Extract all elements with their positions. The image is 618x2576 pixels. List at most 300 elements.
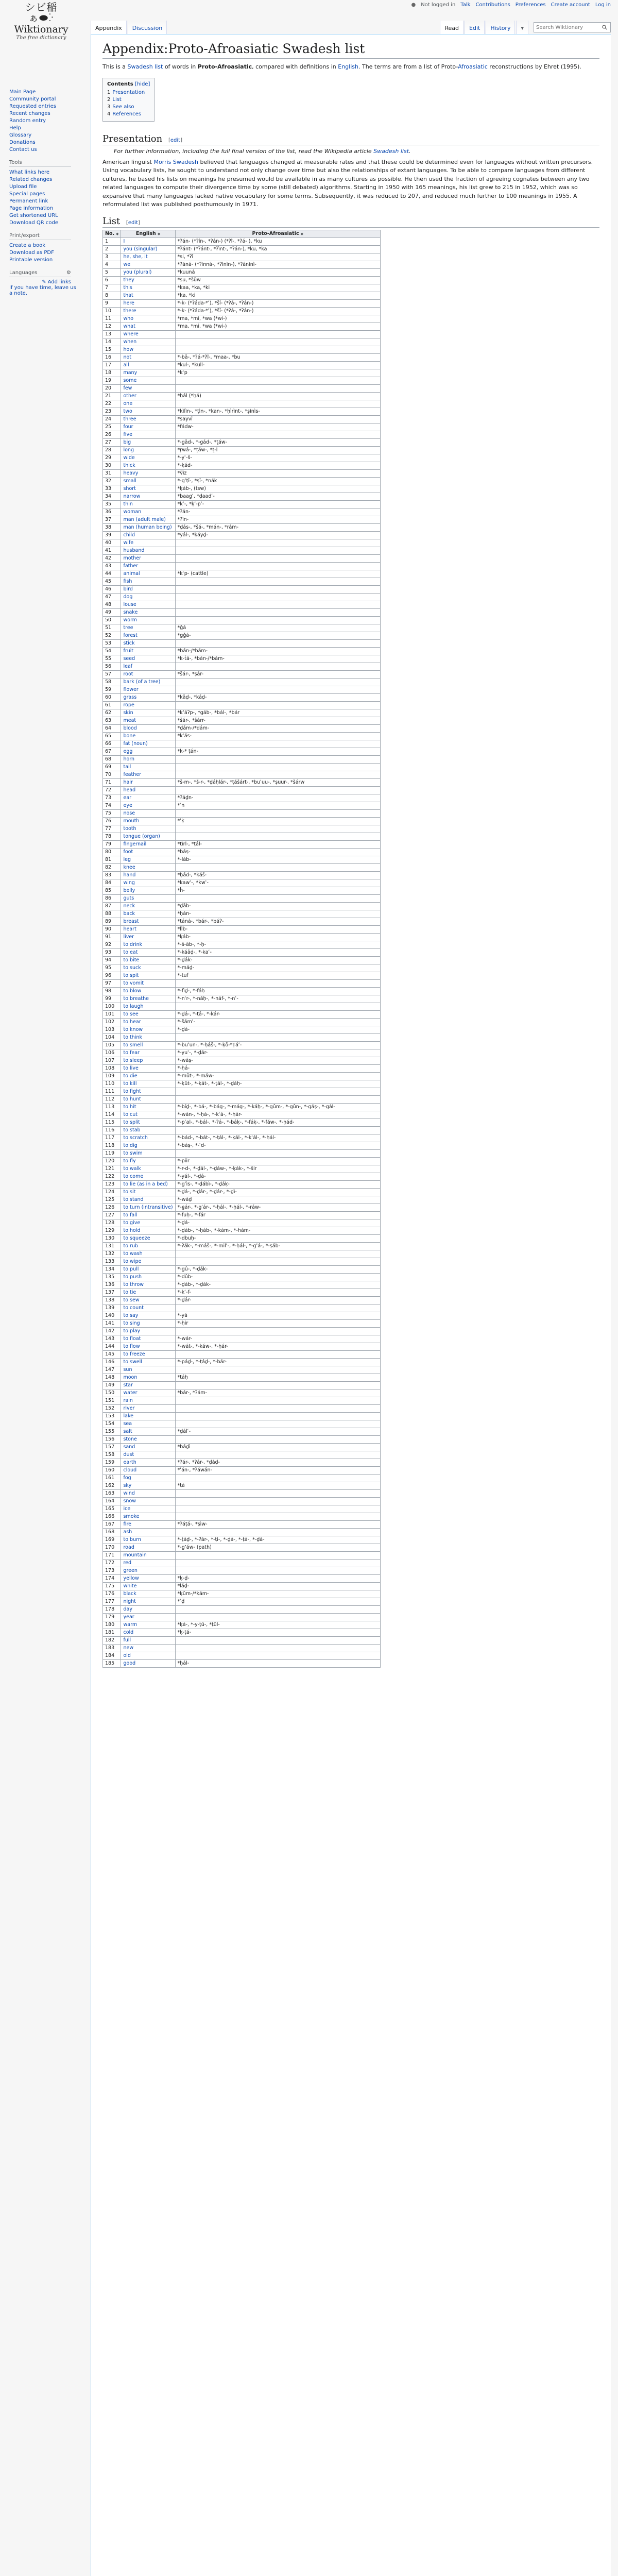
english-link[interactable]: full [123,1637,131,1643]
english-link[interactable]: rain [123,1398,133,1404]
english-link[interactable]: to count [123,1305,144,1311]
english-link[interactable]: narrow [123,494,141,500]
table-row [103,1274,381,1281]
english-link[interactable]: fat (noun) [123,741,148,747]
tools-item-link[interactable]: Download QR code [9,220,58,226]
english-link[interactable]: fish [123,579,132,585]
table-row [103,308,381,315]
table-row [103,794,381,802]
english-link[interactable]: fruit [123,648,134,654]
table-row [103,594,381,601]
english-link[interactable]: not [123,354,132,361]
english-link[interactable]: mouth [123,818,140,824]
english-link[interactable]: I [123,239,125,245]
english-link[interactable]: long [123,447,134,453]
english-link[interactable]: nose [123,810,135,817]
english-link[interactable]: tooth [123,826,136,832]
languages-portal [0,270,82,296]
english-link[interactable]: to dig [123,1143,138,1149]
english-link[interactable]: to play [123,1328,141,1334]
english-link[interactable]: to squeeze [123,1235,150,1242]
english-link[interactable]: feather [123,772,141,778]
english-link[interactable]: breast [123,919,139,925]
print-item-link[interactable]: Create a book [9,243,46,248]
english-link[interactable]: snow [123,1498,136,1504]
english-link[interactable]: who [123,316,134,322]
english-link[interactable]: tongue (organ) [123,834,160,840]
english-link[interactable]: grass [123,694,137,701]
column-header-pafa[interactable] [175,230,380,238]
english-link[interactable]: some [123,378,137,384]
search-icon[interactable] [601,24,608,31]
english-link[interactable]: there [123,308,136,314]
english-link[interactable]: to cut [123,1112,138,1118]
row-proto-afroasiatic [175,810,380,818]
english-link[interactable]: this [123,285,132,291]
english-link[interactable]: man (adult male) [123,517,166,523]
english-link[interactable]: to breathe [123,996,149,1002]
row-number: 115 [103,1119,121,1127]
english-link[interactable]: ice [123,1506,131,1512]
english-link[interactable]: here [123,300,134,307]
english-link[interactable]: rope [123,702,134,708]
row-proto-afroasiatic: *-g’áw- (path) [175,1544,380,1552]
english-link[interactable]: to fear [123,1050,140,1056]
english-link[interactable]: two [123,409,132,415]
english-link[interactable]: to live [123,1065,139,1072]
english-link[interactable]: sea [123,1421,132,1427]
row-number: 124 [103,1189,121,1196]
english-link[interactable]: to walk [123,1166,141,1172]
english-link[interactable]: bone [123,733,136,739]
english-link[interactable]: louse [123,602,136,608]
table-row [103,709,381,717]
english-link[interactable]: to sing [123,1320,140,1327]
table-row [103,980,381,988]
row-number: 170 [103,1544,121,1552]
table-row [103,1482,381,1490]
english-link[interactable]: good [123,1660,136,1667]
english-link[interactable]: stick [123,640,135,647]
english-link[interactable]: how [123,347,134,353]
english-link[interactable]: child [123,532,135,538]
english-link[interactable]: mother [123,555,142,562]
english-link[interactable]: head [123,787,136,793]
english-link[interactable]: to fall [123,1212,138,1218]
english-link[interactable]: to sleep [123,1058,143,1064]
english-link[interactable]: flower [123,687,139,693]
sidebar-item-link[interactable]: Main Page [9,89,36,95]
english-link[interactable]: man (human being) [123,524,172,531]
english-link[interactable]: to drink [123,942,143,948]
english-link[interactable]: to wipe [123,1259,142,1265]
english-link[interactable]: that [123,293,133,299]
english-link[interactable]: water [123,1390,138,1396]
english-link[interactable]: thin [123,501,133,507]
row-english [121,578,175,586]
tools-item-link[interactable]: Permanent link [9,198,48,204]
row-number: 25 [103,423,121,431]
english-link[interactable]: tree [123,625,133,631]
english-link[interactable]: to swell [123,1359,142,1365]
english-link[interactable]: road [123,1545,134,1551]
english-link[interactable]: ear [123,795,132,801]
row-number: 84 [103,879,121,887]
english-link[interactable]: stone [123,1436,137,1443]
english-link[interactable]: other [123,393,136,399]
english-link[interactable]: meat [123,718,136,724]
row-proto-afroasiatic [175,679,380,686]
row-english [121,601,175,609]
toc-link[interactable]: Presentation [112,89,145,95]
english-link[interactable]: guts [123,895,134,902]
english-link[interactable]: egg [123,749,133,755]
english-link[interactable]: to pull [123,1266,139,1273]
english-link[interactable]: to bite [123,957,140,963]
english-link[interactable]: small [123,478,136,484]
english-link[interactable]: mountain [123,1552,147,1558]
row-number: 28 [103,447,121,454]
site-logo[interactable] [0,2,82,41]
english-link[interactable]: to fly [123,1158,136,1164]
english-link[interactable]: knee [123,865,135,871]
inline-link[interactable]: Afroasiatic [458,63,488,71]
row-proto-afroasiatic: *-gād-, *-gád-, *ṯáw- [175,439,380,447]
english-link[interactable]: to give [123,1220,141,1226]
more-menu[interactable] [516,21,528,34]
english-link[interactable]: dog [123,594,133,600]
english-link[interactable]: to swim [123,1150,143,1157]
english-link[interactable]: heart [123,926,136,933]
english-link[interactable]: cold [123,1630,134,1636]
english-link[interactable]: year [123,1614,134,1620]
english-link[interactable]: you (singular) [123,246,158,252]
english-link[interactable]: to fight [123,1089,141,1095]
row-english [121,1119,175,1127]
english-link[interactable]: to lie (as in a bed) [123,1181,168,1188]
english-link[interactable]: fingernail [123,841,147,848]
english-link[interactable]: sun [123,1367,132,1373]
english-link[interactable]: green [123,1568,138,1574]
english-link[interactable]: forest [123,633,138,639]
row-english [121,632,175,640]
english-link[interactable]: skin [123,710,133,716]
table-row [103,1065,381,1073]
english-link[interactable]: three [123,416,136,422]
tools-item-link[interactable]: Upload file [9,184,37,190]
english-link[interactable]: to blow [123,988,142,994]
english-link[interactable]: to hear [123,1019,141,1025]
english-link[interactable]: to hold [123,1228,141,1234]
english-link[interactable]: wide [123,455,135,461]
english-link[interactable]: to scratch [123,1135,148,1141]
english-link[interactable]: to freeze [123,1351,145,1358]
row-proto-afroasiatic: *si, *ʔî [175,253,380,261]
table-row [103,1289,381,1297]
english-link[interactable]: they [123,277,134,283]
english-link[interactable]: to wash [123,1251,143,1257]
english-link[interactable]: what [123,324,135,330]
english-link[interactable]: moon [123,1375,138,1381]
english-link[interactable]: one [123,401,133,407]
english-link[interactable]: to suck [123,965,141,971]
table-row [103,717,381,725]
sidebar-item-link[interactable]: Glossary [9,132,32,138]
english-link[interactable]: animal [123,571,140,577]
sidebar-item-link[interactable]: Help [9,125,21,131]
row-proto-afroasiatic: *-ḳád- [175,462,380,470]
inline-text: For further information, including the full final version of the list, read the Wikipedia article [114,148,374,155]
english-link[interactable]: you (plural) [123,269,152,276]
tools-item-link[interactable]: Related changes [9,177,53,182]
sidebar-item-link[interactable]: Requested entries [9,104,56,109]
row-number: 59 [103,686,121,694]
tools-item-link[interactable]: Page information [9,206,54,211]
english-link[interactable]: warm [123,1622,138,1628]
english-link[interactable]: hair [123,779,133,786]
english-link[interactable]: sand [123,1444,135,1450]
english-link[interactable]: new [123,1645,134,1651]
english-link[interactable]: we [123,262,131,268]
english-link[interactable]: husband [123,548,145,554]
contributions-link[interactable]: Contributions [475,2,510,8]
toc-link[interactable]: List [112,96,122,103]
english-link[interactable]: to stand [123,1197,144,1203]
toc-number: 3 [107,104,111,110]
search-input[interactable] [534,25,601,30]
english-link[interactable]: red [123,1560,132,1566]
inline-link[interactable]: Swadesh list [373,148,409,155]
english-link[interactable]: to vomit [123,980,144,987]
sidebar-item-link[interactable]: Random entry [9,118,46,124]
english-link[interactable]: to think [123,1035,142,1041]
english-link[interactable]: belly [123,888,135,894]
english-link[interactable]: woman [123,509,142,515]
english-link[interactable]: to die [123,1073,138,1079]
english-link[interactable]: smoke [123,1514,140,1520]
sort-icon: ◆ [300,232,303,236]
english-link[interactable]: earth [123,1460,136,1466]
english-link[interactable]: four [123,424,133,430]
add-links-button[interactable] [9,279,71,285]
english-link[interactable]: to spit [123,973,139,979]
gear-icon[interactable]: ⚙ [66,270,71,276]
inline-link[interactable]: English [338,63,358,71]
table-row [103,1513,381,1521]
english-link[interactable]: bird [123,586,133,592]
english-link[interactable]: to sit [123,1189,136,1195]
preferences-link[interactable]: Preferences [515,2,546,8]
english-link[interactable]: to hunt [123,1096,141,1103]
sidebar-item-link[interactable]: Recent changes [9,111,50,116]
row-proto-afroasiatic: *ḥád-, *ḳáš- [175,872,380,879]
english-link[interactable]: leg [123,857,131,863]
english-link[interactable]: fire [123,1521,132,1528]
row-proto-afroasiatic: *-fìḏ-, *-fáḥ [175,988,380,995]
inline-link[interactable]: Morris Swadesh [153,158,199,165]
english-link[interactable]: to turn (intransitive) [123,1205,173,1211]
english-link[interactable]: cloud [123,1467,137,1473]
english-link[interactable]: to float [123,1336,141,1342]
english-link[interactable]: to rub [123,1243,138,1249]
row-english [121,1451,175,1459]
row-proto-afroasiatic: *-fuḥ-, *-fár [175,1212,380,1219]
english-link[interactable]: heavy [123,470,139,477]
english-link[interactable]: to push [123,1274,142,1280]
row-proto-afroasiatic [175,1552,380,1560]
tab-history[interactable]: History [486,21,515,34]
english-link[interactable]: to sew [123,1297,140,1303]
english-link[interactable]: few [123,385,132,392]
row-number: 13 [103,331,121,338]
sidebar-item-link[interactable]: Community portal [9,96,56,102]
english-link[interactable]: when [123,339,137,345]
english-link[interactable]: to know [123,1027,143,1033]
english-link[interactable]: night [123,1599,136,1605]
english-link[interactable]: to hit [123,1104,136,1110]
sidebar-item-link[interactable]: Contact us [9,147,37,152]
english-link[interactable]: yellow [123,1575,139,1582]
tab-appendix[interactable]: Appendix [91,21,127,34]
english-link[interactable]: eye [123,803,132,809]
english-link[interactable]: to throw [123,1282,144,1288]
english-link[interactable]: dust [123,1452,134,1458]
english-link[interactable]: lake [123,1413,133,1419]
sort-icon: ◆ [157,232,161,236]
table-row [103,1104,381,1111]
create-account-link[interactable]: Create account [551,2,590,8]
row-english [121,1189,175,1196]
tools-item-link[interactable]: Special pages [9,191,45,197]
row-english [121,1057,175,1065]
toc-hide-toggle[interactable]: [hide] [134,81,150,87]
english-link[interactable]: root [123,671,133,677]
english-link[interactable]: seed [123,656,135,662]
english-link[interactable]: ash [123,1529,132,1535]
row-number: 118 [103,1142,121,1150]
english-link[interactable]: star [123,1382,133,1388]
row-english [121,1150,175,1158]
english-link[interactable]: leaf [123,664,133,670]
english-link[interactable]: back [123,911,135,917]
english-link[interactable]: snake [123,609,138,616]
english-link[interactable]: neck [123,903,135,909]
english-link[interactable]: white [123,1583,137,1589]
row-proto-afroasiatic: *ḏálʿ- [175,1428,380,1436]
row-proto-afroasiatic [175,1513,380,1521]
english-link[interactable]: tail [123,764,131,770]
english-link[interactable]: salt [123,1429,132,1435]
row-english [121,1026,175,1034]
print-item-link[interactable]: Download as PDF [9,250,54,256]
row-english [121,269,175,277]
row-number: 142 [103,1328,121,1335]
edit-presentation-link[interactable]: edit [170,137,181,143]
english-link[interactable]: to burn [123,1537,141,1543]
english-link[interactable]: to tie [123,1290,136,1296]
english-link[interactable]: short [123,486,136,492]
english-link[interactable]: big [123,439,131,446]
edit-list-link[interactable]: edit [128,219,139,226]
talk-link[interactable]: Talk [460,2,471,8]
english-link[interactable]: hand [123,872,136,878]
english-link[interactable]: to split [123,1120,141,1126]
english-link[interactable]: bark (of a tree) [123,679,161,685]
row-proto-afroasiatic [175,400,380,408]
column-header-number[interactable] [103,230,121,238]
table-row [103,1428,381,1436]
english-link[interactable]: to smell [123,1042,143,1048]
english-link[interactable]: worm [123,617,138,623]
sidebar-item-link[interactable]: Donations [9,140,36,145]
toc-link[interactable]: See also [112,104,134,110]
search-box[interactable] [534,22,611,32]
row-english [121,903,175,910]
row-english [121,879,175,887]
english-link[interactable]: to eat [123,950,138,956]
english-link[interactable]: foot [123,849,133,855]
english-link[interactable]: to see [123,1011,139,1018]
english-link[interactable]: all [123,362,129,368]
row-number: 45 [103,578,121,586]
row-number: 4 [103,261,121,269]
table-row [103,1343,381,1351]
english-link[interactable]: wife [123,540,134,546]
inline-link[interactable]: Swadesh list [127,63,163,71]
tools-item-link[interactable]: Get shortened URL [9,213,58,218]
languages-note[interactable]: If you have time, leave us a note. [9,285,76,296]
english-link[interactable]: day [123,1606,132,1613]
tab-read[interactable]: Read [440,21,464,34]
english-link[interactable]: old [123,1653,131,1659]
english-link[interactable]: father [123,563,139,569]
print-item-link[interactable]: Printable version [9,257,53,263]
row-number: 75 [103,810,121,818]
english-link[interactable]: horn [123,756,135,762]
tab-discussion[interactable]: Discussion [128,21,167,34]
english-link[interactable]: liver [123,934,134,940]
english-link[interactable]: to say [123,1313,139,1319]
english-link[interactable]: where [123,331,139,337]
english-link[interactable]: to stab [123,1127,141,1133]
table-row [103,856,381,864]
row-english [121,988,175,995]
tools-list [9,169,82,227]
tab-edit[interactable]: Edit [465,21,485,34]
english-link[interactable]: to laugh [123,1004,144,1010]
english-link[interactable]: he, she, it [123,254,148,260]
english-link[interactable]: blood [123,725,137,732]
english-link[interactable]: thick [123,463,135,469]
english-link[interactable]: to come [123,1174,144,1180]
english-link[interactable]: wind [123,1490,135,1497]
table-row [103,1266,381,1274]
english-link[interactable]: black [123,1591,136,1597]
english-link[interactable]: fog [123,1475,131,1481]
english-link[interactable]: to flow [123,1344,140,1350]
login-link[interactable]: Log in [595,2,611,8]
tools-item-link[interactable]: What links here [9,170,50,175]
english-link[interactable]: wing [123,880,135,886]
english-link[interactable]: many [123,370,138,376]
english-link[interactable]: river [123,1405,135,1412]
column-header-english[interactable] [121,230,175,238]
english-link[interactable]: sky [123,1483,132,1489]
english-link[interactable]: five [123,432,132,438]
toc-link[interactable]: References [112,111,141,117]
row-number: 166 [103,1513,121,1521]
english-link[interactable]: to kill [123,1081,137,1087]
